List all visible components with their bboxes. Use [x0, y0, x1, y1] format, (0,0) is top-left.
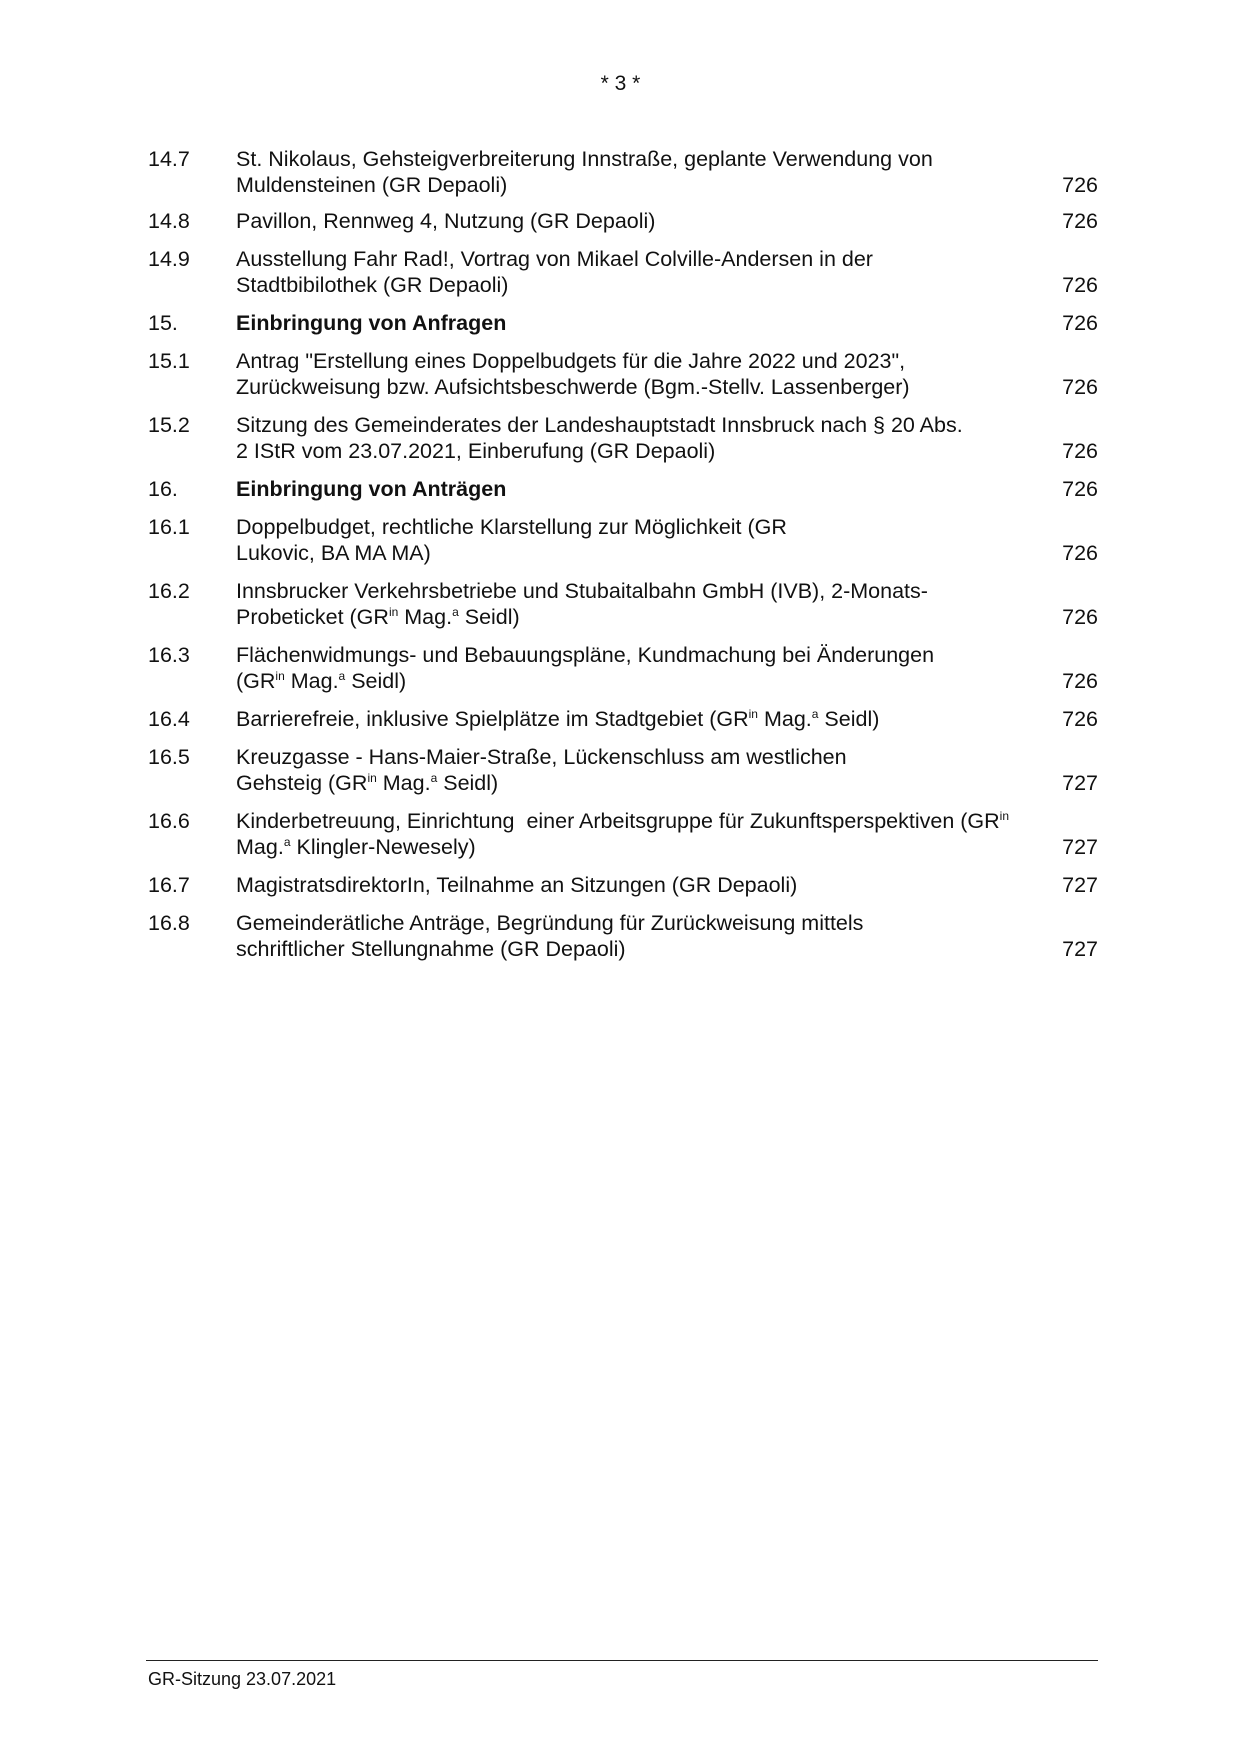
entry-title: Einbringung von Anträgen — [236, 477, 507, 501]
entry-title: Einbringung von Anfragen — [236, 311, 507, 335]
toc-entry — [148, 744, 1098, 796]
toc-section-heading — [148, 310, 1098, 336]
entry-title: Kreuzgasse - Hans-Maier-Straße, Lückenschluss am westlichen Gehsteig ($GR^{in}$ Mag.$^a$ Seidl) — [236, 745, 847, 795]
entry-number: 16.2 — [148, 579, 190, 603]
entry-page: 726 — [1062, 707, 1098, 731]
entry-title: Barrierefreie, inklusive Spielplätze im Stadtgebiet ($GR^{in}$ Mag.$^a$ Seidl) — [236, 706, 880, 731]
toc-entry — [148, 578, 1098, 630]
entry-number: 16.7 — [148, 873, 190, 897]
entry-number: 14.8 — [148, 209, 190, 233]
page-number: * 3 * — [600, 72, 641, 95]
entry-number: 16.8 — [148, 911, 190, 935]
toc-section-heading — [148, 476, 1098, 502]
toc-entry — [148, 872, 1098, 898]
toc-entry — [148, 642, 1098, 694]
entry-title: St. Nikolaus, Gehsteigverbreiterung Innstraße, geplante Verwendung von Muldensteinen (GR Depaoli) — [236, 147, 933, 197]
entry-number: 15.1 — [148, 349, 190, 373]
footer-divider — [146, 1660, 1098, 1661]
entry-page: 727 — [1062, 835, 1098, 859]
table-of-contents — [148, 146, 1098, 974]
toc-entry — [148, 910, 1098, 962]
toc-entry — [148, 514, 1098, 566]
toc-entry — [148, 808, 1098, 860]
entry-title: Flächenwidmungs- und Bebauungspläne, Kundmachung bei Änderungen ($GR^{in}$ Mag.$^a$ Seidl) — [236, 643, 935, 693]
entry-page: 726 — [1062, 375, 1098, 399]
entry-page: 727 — [1062, 937, 1098, 961]
entry-title: Pavillon, Rennweg 4, Nutzung (GR Depaoli) — [236, 209, 656, 233]
entry-number: 16. — [148, 477, 178, 501]
entry-page: 726 — [1062, 477, 1098, 501]
entry-page: 726 — [1062, 311, 1098, 335]
entry-title: Innsbrucker Verkehrsbetriebe und Stubaitalbahn GmbH (IVB), 2-Monats-Probeticket ($GR^{in}$ Mag.$^a$ Seidl) — [236, 579, 928, 629]
entry-title: Sitzung des Gemeinderates der Landeshauptstadt Innsbruck nach § 20 Abs. 2 IStR vom 23.07.2021, Einberufung (GR Depaoli) — [236, 413, 963, 463]
entry-number: 16.4 — [148, 707, 190, 731]
entry-number: 14.7 — [148, 147, 190, 171]
entry-title: Doppelbudget, rechtliche Klarstellung zur Möglichkeit (GR Lukovic, BA MA MA) — [236, 515, 787, 565]
entry-title: Gemeinderätliche Anträge, Begründung für Zurückweisung mittels schriftlicher Stellungnahme (GR Depaoli) — [236, 911, 864, 961]
entry-title: Antrag "Erstellung eines Doppelbudgets für die Jahre 2022 und 2023", Zurückweisung bzw. Aufsichtsbeschwerde (Bgm.-Stellv. Lassenberger) — [236, 349, 910, 399]
toc-entry — [148, 146, 1098, 198]
entry-page: 727 — [1062, 873, 1098, 897]
entry-number: 15.2 — [148, 413, 190, 437]
entry-page: 727 — [1062, 771, 1098, 795]
entry-number: 16.6 — [148, 809, 190, 833]
toc-entry — [148, 348, 1098, 400]
entry-page: 726 — [1062, 605, 1098, 629]
entry-page: 726 — [1062, 173, 1098, 197]
toc-entry — [148, 412, 1098, 464]
entry-number: 16.3 — [148, 643, 190, 667]
entry-title: MagistratsdirektorIn, Teilnahme an Sitzungen (GR Depaoli) — [236, 873, 798, 897]
entry-page: 726 — [1062, 669, 1098, 693]
toc-entry — [148, 246, 1098, 298]
entry-title: Ausstellung Fahr Rad!, Vortrag von Mikael Colville-Andersen in der Stadtbibilothek (GR Depaoli) — [236, 247, 873, 297]
entry-number: 16.1 — [148, 515, 190, 539]
entry-title: Kinderbetreuung, Einrichtung einer Arbeitsgruppe für Zukunftsperspektiven ($GR^{in}$ Mag.$^a$ Klingler-Newesely) — [236, 808, 1010, 859]
entry-page: 726 — [1062, 209, 1098, 233]
entry-number: 14.9 — [148, 247, 190, 271]
toc-entry — [148, 706, 1098, 732]
toc-entry — [148, 208, 1098, 234]
entry-page: 726 — [1062, 541, 1098, 565]
entry-page: 726 — [1062, 439, 1098, 463]
entry-page: 726 — [1062, 273, 1098, 297]
footer-text: GR-Sitzung 23.07.2021 — [148, 1669, 337, 1689]
entry-number: 15. — [148, 311, 178, 335]
entry-number: 16.5 — [148, 745, 190, 769]
